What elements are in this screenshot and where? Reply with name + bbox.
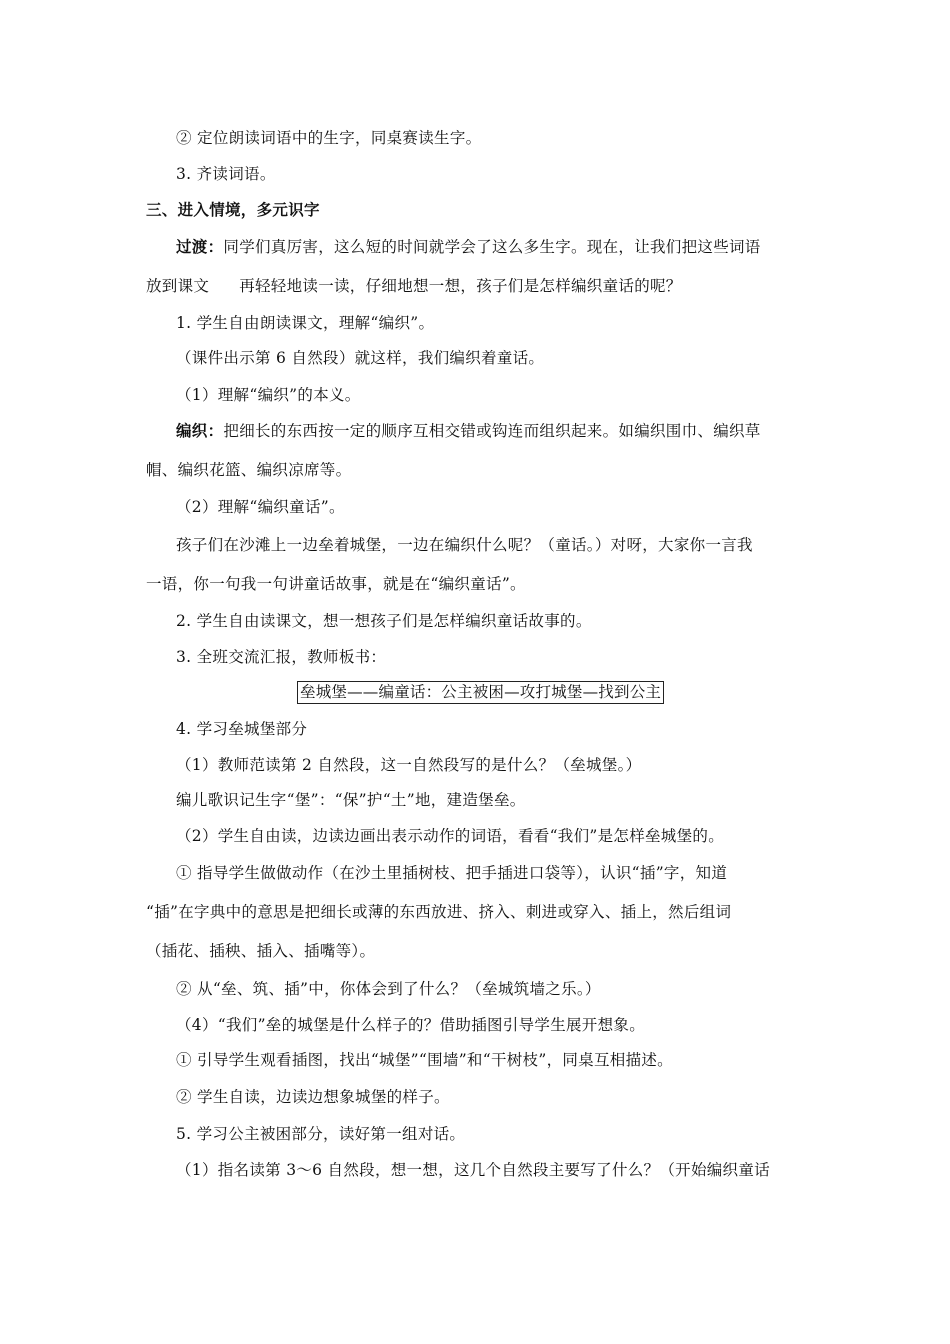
text-line: 4. 学习垒城堡部分	[176, 720, 308, 738]
text-line: ② 定位朗读词语中的生字，同桌赛读生字。	[176, 129, 482, 147]
text-line: 帽、编织花篮、编织凉席等。	[146, 461, 352, 479]
text-line: ② 从“垒、筑、插”中，你体会到了什么？（垒城筑墙之乐。）	[176, 980, 601, 998]
text-line: ① 引导学生观看插图，找出“城堡”“围墙”和“干树枝”，同桌互相描述。	[176, 1051, 673, 1069]
text-line: 3. 全班交流汇报，教师板书：	[176, 648, 387, 666]
text-line: ② 学生自读，边读边想象城堡的样子。	[176, 1088, 450, 1106]
text-line: （插花、插秧、插入、插嘴等）。	[146, 942, 376, 960]
text-line	[176, 421, 761, 441]
section-heading: 三、进入情境，多元识字	[146, 201, 320, 219]
text-line: 3. 齐读词语。	[176, 165, 276, 183]
text-line: 一语，你一句我一句讲童话故事，就是在“编织童话”。	[146, 575, 526, 593]
text-line: （1）指名读第 3～6 自然段，想一想，这几个自然段主要写了什么？（开始编织童话	[176, 1161, 770, 1179]
text-line: 1. 学生自由朗读课文，理解“编织”。	[176, 314, 435, 332]
text-line: 2. 学生自由读课文，想一想孩子们是怎样编织童话故事的。	[176, 612, 592, 630]
term-label: 过渡：	[176, 237, 224, 256]
text-line: （2）学生自由读，边读边画出表示动作的词语，看看“我们”是怎样垒城堡的。	[176, 827, 725, 845]
text-span: 放到课文	[146, 277, 210, 295]
term-label: 编织：	[176, 421, 224, 440]
text-line: （课件出示第 6 自然段）就这样，我们编织着童话。	[176, 349, 545, 367]
text-line: （1）理解“编织”的本义。	[176, 386, 361, 404]
text-span: 把细长的东西按一定的顺序互相交错或钩连而组织起来。如编织围巾、编织草	[223, 422, 761, 440]
blackboard-summary: 垒城堡——编童话：公主被困—攻打城堡—找到公主	[297, 681, 664, 704]
text-line: （1）教师范读第 2 自然段，这一自然段写的是什么？（垒城堡。）	[176, 756, 642, 774]
text-line	[176, 237, 761, 257]
text-line: 5. 学习公主被困部分，读好第一组对话。	[176, 1125, 466, 1143]
text-line: （4）“我们”垒的城堡是什么样子的？借助插图引导学生展开想象。	[176, 1016, 646, 1034]
text-line	[146, 276, 682, 296]
text-span: 同学们真厉害，这么短的时间就学会了这么多生字。现在，让我们把这些词语	[223, 238, 761, 256]
text-line: “插”在字典中的意思是把细长或薄的东西放进、挤入、刺进或穿入、插上，然后组词	[146, 903, 732, 921]
text-line: 孩子们在沙滩上一边垒着城堡，一边在编织什么呢？（童话。）对呀，大家你一言我	[176, 536, 753, 554]
text-line: ① 指导学生做做动作（在沙土里插树枝、把手插进口袋等），认识“插”字，知道	[176, 864, 728, 882]
text-span: 再轻轻地读一读，仔细地想一想，孩子们是怎样编织童话的呢？	[239, 277, 682, 295]
text-line: （2）理解“编织童话”。	[176, 498, 345, 516]
text-line: 编儿歌识记生字“堡”：“保”护“土”地，建造堡垒。	[176, 791, 526, 809]
